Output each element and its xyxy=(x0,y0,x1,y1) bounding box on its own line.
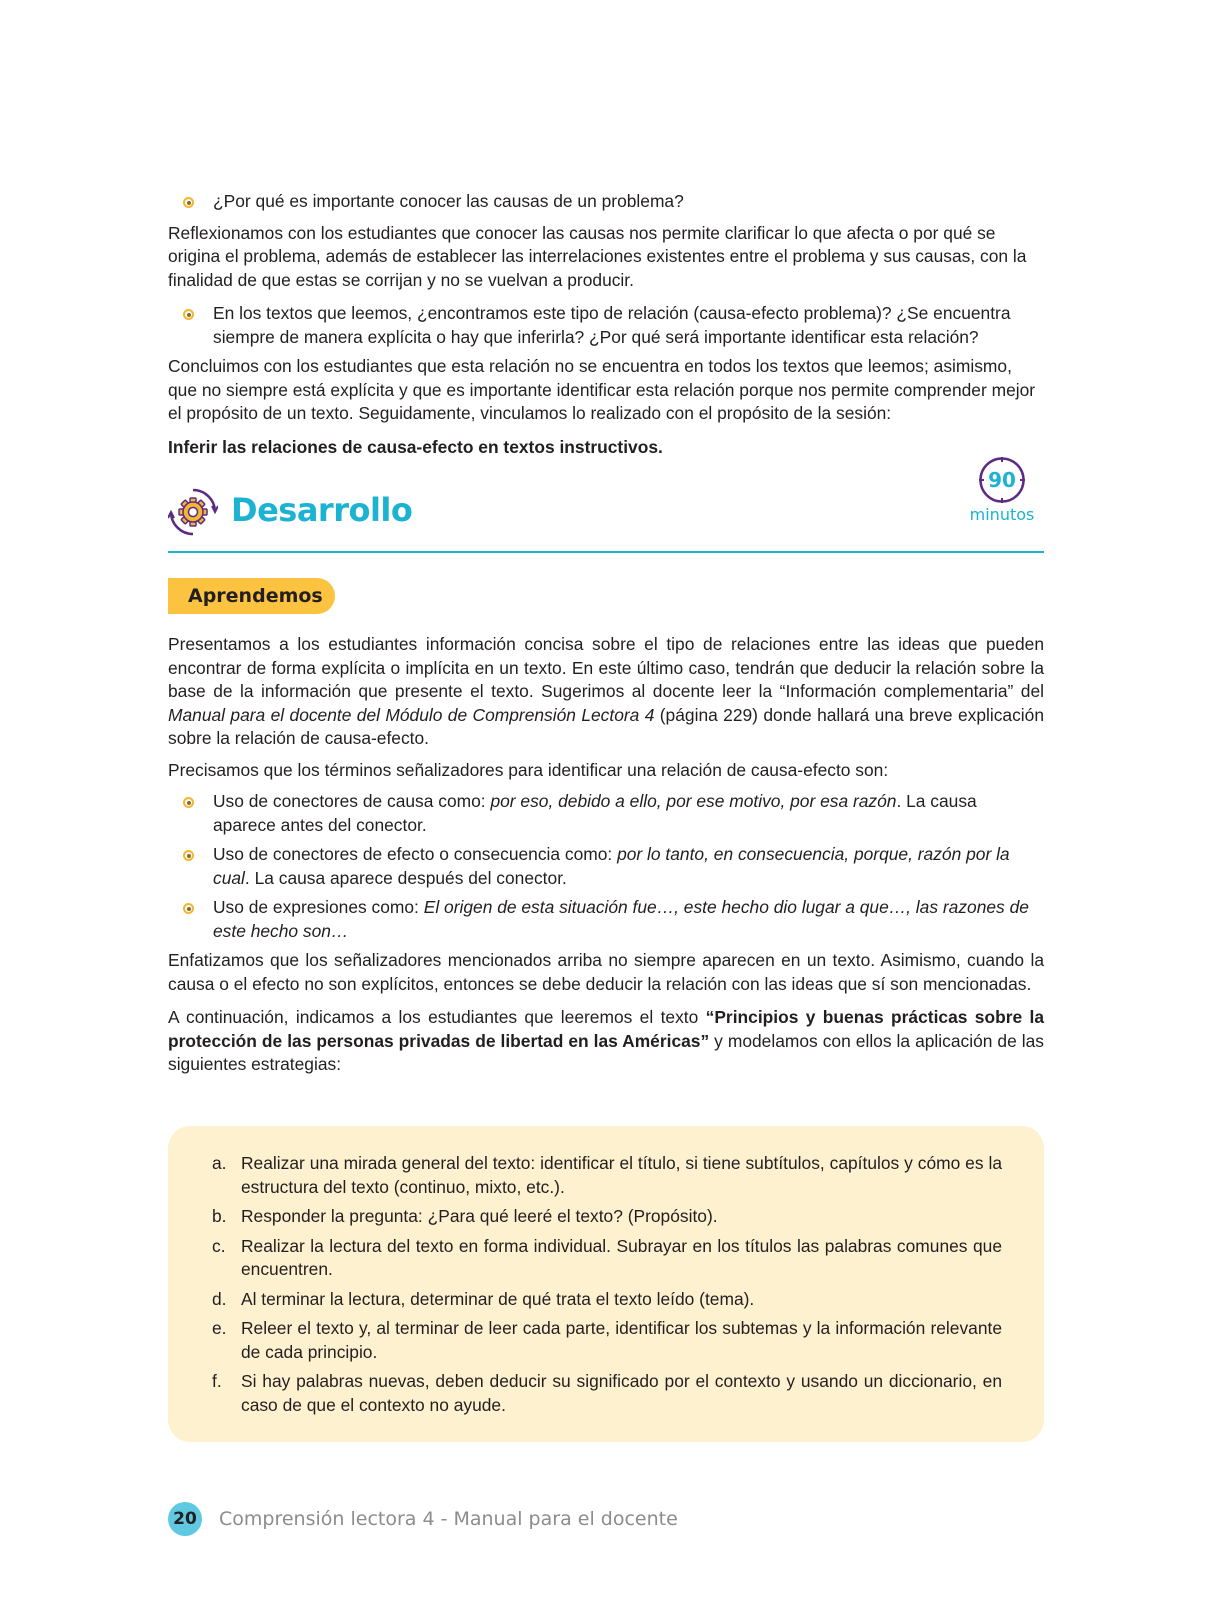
page-number: 20 xyxy=(168,1502,202,1536)
question-text: En los textos que leemos, ¿encontramos este tipo de relación (causa-efecto problema)? ¿Se encuentra siempre de manera explícita o hay que inferirla? ¿Por qué será importante identificar esta relación? xyxy=(213,303,1011,347)
session-purpose: Inferir las relaciones de causa-efecto en textos instructivos. xyxy=(168,436,663,457)
duration-timer xyxy=(964,456,1040,536)
section-title: Desarrollo xyxy=(231,491,413,529)
paragraph: Presentamos a los estudiantes información concisa sobre el tipo de relaciones entre las ideas que pueden encontrar de forma explícita o implícita en un texto. En este último caso, tendrán que deducir la relación sobre la base de la información que presente el texto. Sugerimos al docente leer la “Información complementaria” del Manual para el docente del Módulo de Comprensión Lectora 4 (página 229) donde hallará una breve explicación sobre la relación de causa-efecto. xyxy=(168,634,1044,748)
section-divider xyxy=(168,551,1044,553)
bullet-question xyxy=(168,302,1044,349)
bullet-icon xyxy=(183,197,194,208)
footer-text: Comprensión lectora 4 - Manual para el docente xyxy=(219,1508,678,1530)
strategies-box xyxy=(168,1126,1044,1442)
bullet-item: Uso de conectores de causa como: por eso, debido a ello, por ese motivo, por esa razón. La causa aparece antes del conector. xyxy=(168,790,1044,837)
page-footer xyxy=(168,1500,868,1540)
bullet-icon xyxy=(183,309,194,320)
stopwatch-icon xyxy=(978,456,1026,504)
gear-icon xyxy=(168,487,218,537)
timer-value: 90 xyxy=(988,468,1016,492)
section-header xyxy=(168,456,1044,554)
paragraph: Precisamos que los términos señalizadores para identificar una relación de causa-efecto son: xyxy=(168,759,889,780)
text-title: “Principios y buenas prácticas sobre la protección de las personas privadas de libertad en las Américas” xyxy=(168,1007,1044,1051)
intro-section xyxy=(168,190,1044,459)
manual-title: Manual para el docente del Módulo de Comprensión Lectora 4 xyxy=(168,704,655,725)
timer-unit: minutos xyxy=(969,505,1035,524)
bullet-icon xyxy=(183,903,194,914)
list-item: f. Si hay palabras nuevas, deben deducir su significado por el contexto y usando un diccionario, en caso de que el contexto no ayude. xyxy=(212,1371,1002,1415)
list-item: d. Al terminar la lectura, determinar de qué trata el texto leído (tema). xyxy=(212,1288,755,1309)
bullet-item: Uso de conectores de efecto o consecuencia como: por lo tanto, en consecuencia, porque, razón por la cual. La causa aparece después del conector. xyxy=(168,843,1044,890)
bullet-question xyxy=(168,190,1044,214)
paragraph: Reflexionamos con los estudiantes que conocer las causas nos permite clarificar lo que afecta o por qué se origina el problema, además de establecer las interrelaciones existentes entre el problema y sus causas, con la finalidad de que estas se corrijan y no se vuelvan a producir. xyxy=(168,222,1027,290)
subsection-label: Aprendemos xyxy=(168,578,335,614)
body-section xyxy=(168,633,1044,1077)
bullet-icon xyxy=(183,850,194,861)
list-item: a. Realizar una mirada general del texto: identificar el título, si tiene subtítulos, capítulos y cómo es la estructura del texto (continuo, mixto, etc.). xyxy=(212,1153,1002,1197)
bullet-icon xyxy=(183,797,194,808)
paragraph: Enfatizamos que los señalizadores mencionados arriba no siempre aparecen en un texto. Asimismo, cuando la causa o el efecto no son explícitos, entonces se debe deducir la relación con las ideas que sí son mencionadas. xyxy=(168,950,1044,994)
paragraph: Concluimos con los estudiantes que esta relación no se encuentra en todos los textos que leemos; asimismo, que no siempre está explícita y que es importante identificar esta relación porque nos permite comprender mejor el propósito de un texto. Seguidamente, vinculamos lo realizado con el propósito de la sesión: xyxy=(168,356,1036,423)
question-text: ¿Por qué es importante conocer las causas de un problema? xyxy=(213,191,684,211)
list-item: b. Responder la pregunta: ¿Para qué leeré el texto? (Propósito). xyxy=(212,1206,718,1226)
list-item: e. Releer el texto y, al terminar de leer cada parte, identificar los subtemas y la información relevante de cada principio. xyxy=(212,1318,1002,1362)
list-item: c. Realizar la lectura del texto en forma individual. Subrayar en los títulos las palabras comunes que encuentren. xyxy=(212,1235,1002,1279)
bullet-item: Uso de expresiones como: El origen de esta situación fue…, este hecho dio lugar a que…, las razones de este hecho son… xyxy=(168,896,1044,943)
paragraph: A continuación, indicamos a los estudiantes que leeremos el texto “Principios y buenas prácticas sobre la protección de las personas privadas de libertad en las Américas” y modelamos con ellos la aplicación de las siguientes estrategias: xyxy=(168,1007,1044,1074)
strategies-list xyxy=(212,1152,1002,1423)
